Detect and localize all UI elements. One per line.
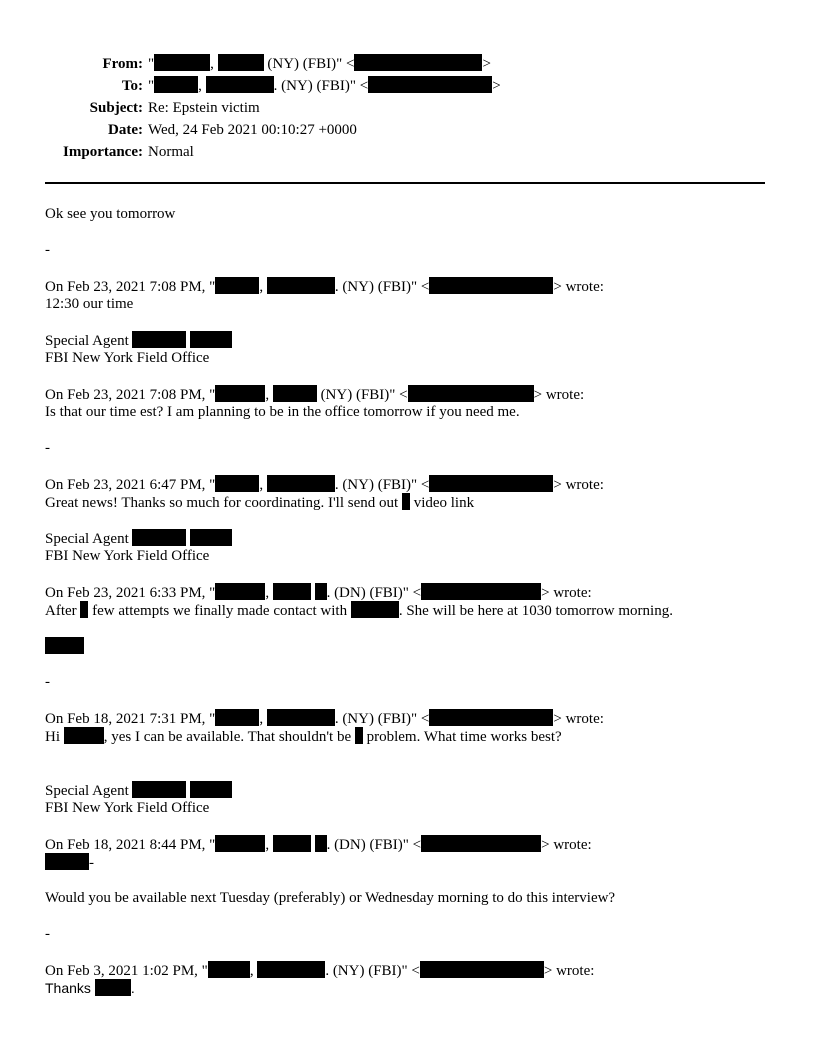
redaction-box bbox=[190, 529, 232, 546]
subject-value: Re: Epstein victim bbox=[148, 100, 260, 116]
subject-label: Subject: bbox=[89, 100, 143, 116]
signature-agent-3: Special Agent bbox=[45, 781, 232, 799]
separator-dash: - bbox=[45, 242, 50, 258]
to-value: " , . (NY) (FBI)" < > bbox=[148, 78, 501, 94]
redaction-box bbox=[257, 961, 325, 978]
quoted-header-7: On Feb 3, 2021 1:02 PM, " , . (NY) (FBI)" < > wrote: bbox=[45, 963, 595, 979]
redaction-box bbox=[215, 709, 259, 726]
redaction-box bbox=[64, 727, 104, 744]
redaction-box bbox=[154, 76, 198, 93]
importance-label: Importance: bbox=[63, 144, 143, 160]
signature-office-2: FBI New York Field Office bbox=[45, 548, 210, 564]
quoted-header-4: On Feb 23, 2021 6:33 PM, " , . (DN) (FBI)" < > wrote: bbox=[45, 585, 592, 601]
quoted-text-5: Hi , yes I can be available. That shouldn't be problem. What time works best? bbox=[45, 729, 562, 745]
redaction-box bbox=[215, 583, 265, 600]
quoted-text-7: Thanks . bbox=[45, 980, 135, 996]
redaction-box bbox=[45, 853, 89, 870]
separator-dash: - bbox=[45, 674, 50, 690]
redaction-box bbox=[354, 54, 482, 71]
redaction-box bbox=[132, 331, 186, 348]
quoted-header-3: On Feb 23, 2021 6:47 PM, " , . (NY) (FBI)" < > wrote: bbox=[45, 477, 604, 493]
quoted-header-6: On Feb 18, 2021 8:44 PM, " , . (DN) (FBI)" < > wrote: bbox=[45, 837, 592, 853]
quoted-text-2: Is that our time est? I am planning to be in the office tomorrow if you need me. bbox=[45, 404, 520, 420]
quoted-header-5: On Feb 18, 2021 7:31 PM, " , . (NY) (FBI)" < > wrote: bbox=[45, 711, 604, 727]
redacted-signature bbox=[45, 637, 84, 655]
redaction-box bbox=[429, 709, 553, 726]
redaction-box bbox=[368, 76, 492, 93]
redaction-box bbox=[429, 475, 553, 492]
quoted-header-1: On Feb 23, 2021 7:08 PM, " , . (NY) (FBI)" < > wrote: bbox=[45, 279, 604, 295]
redaction-box bbox=[420, 961, 544, 978]
date-row bbox=[0, 119, 816, 141]
redaction-box bbox=[215, 277, 259, 294]
importance-value: Normal bbox=[148, 144, 194, 160]
to-label: To: bbox=[121, 78, 143, 94]
signature-office-1: FBI New York Field Office bbox=[45, 350, 210, 366]
redaction-box bbox=[208, 961, 250, 978]
redaction-box bbox=[408, 385, 534, 402]
redaction-box bbox=[315, 835, 327, 852]
date-value: Wed, 24 Feb 2021 00:10:27 +0000 bbox=[148, 122, 357, 138]
importance-row bbox=[0, 141, 816, 163]
redaction-box bbox=[190, 781, 232, 798]
quoted-text-1: 12:30 our time bbox=[45, 296, 134, 312]
redaction-box bbox=[402, 493, 410, 510]
redaction-box bbox=[429, 277, 553, 294]
header-divider bbox=[45, 182, 765, 184]
from-value: " , (NY) (FBI)" < > bbox=[148, 56, 491, 72]
quoted-header-2: On Feb 23, 2021 7:08 PM, " , (NY) (FBI)" < > wrote: bbox=[45, 387, 585, 403]
quoted-text-3: Great news! Thanks so much for coordinating. I'll send out video link bbox=[45, 495, 475, 511]
from-row bbox=[0, 53, 816, 75]
redaction-box bbox=[132, 529, 186, 546]
redaction-box bbox=[132, 781, 186, 798]
redaction-box bbox=[206, 76, 274, 93]
date-label: Date: bbox=[108, 122, 143, 138]
quoted-greeting-6: - bbox=[45, 853, 94, 871]
signature-office-3: FBI New York Field Office bbox=[45, 800, 210, 816]
redaction-box bbox=[267, 475, 335, 492]
to-row bbox=[0, 75, 816, 97]
redaction-box bbox=[421, 583, 541, 600]
redaction-box bbox=[215, 475, 259, 492]
redaction-box bbox=[95, 979, 131, 996]
signature-agent-1: Special Agent bbox=[45, 331, 232, 349]
subject-row bbox=[0, 97, 816, 119]
from-label: From: bbox=[102, 56, 143, 72]
separator-dash: - bbox=[45, 926, 50, 942]
redaction-box bbox=[45, 637, 84, 654]
signature-agent-2: Special Agent bbox=[45, 529, 232, 547]
quoted-text-4: After few attempts we finally made contact with . She will be here at 1030 tomorrow morning. bbox=[45, 603, 673, 619]
redaction-box bbox=[421, 835, 541, 852]
quoted-text-6: Would you be available next Tuesday (preferably) or Wednesday morning to do this interview? bbox=[45, 890, 616, 906]
redaction-box bbox=[80, 601, 88, 618]
redaction-box bbox=[351, 601, 399, 618]
redaction-box bbox=[215, 835, 265, 852]
redaction-box bbox=[273, 583, 311, 600]
redaction-box bbox=[267, 277, 335, 294]
redaction-box bbox=[267, 709, 335, 726]
reply-text: Ok see you tomorrow bbox=[45, 206, 176, 222]
redaction-box bbox=[315, 583, 327, 600]
redaction-box bbox=[218, 54, 264, 71]
redaction-box bbox=[190, 331, 232, 348]
redaction-box bbox=[355, 727, 363, 744]
redaction-box bbox=[154, 54, 210, 71]
redaction-box bbox=[273, 835, 311, 852]
email-header bbox=[0, 53, 816, 163]
redaction-box bbox=[273, 385, 317, 402]
redaction-box bbox=[215, 385, 265, 402]
separator-dash: - bbox=[45, 440, 50, 456]
